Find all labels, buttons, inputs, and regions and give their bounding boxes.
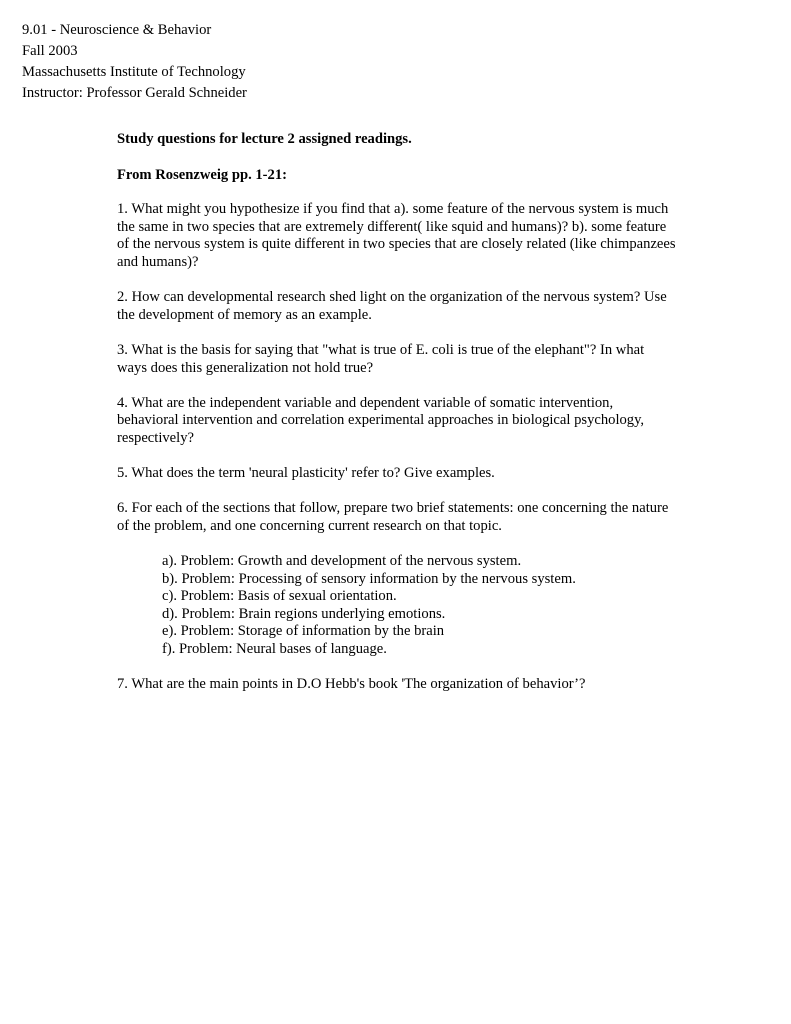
instructor-name: Instructor: Professor Gerald Schneider [22,85,247,101]
document-title: Study questions for lecture 2 assigned readings. [117,131,412,147]
course-header [22,20,247,104]
problem-list [162,553,677,659]
study-questions-body [117,131,677,711]
problem-item-c: c). Problem: Basis of sexual orientation. [162,588,397,605]
question-5: 5. What does the term 'neural plasticity' refer to? Give examples. [117,465,495,482]
question-3: 3. What is the basis for saying that "what is true of E. coli is true of the elephant"? In what ways does this generalization not hold true? [117,341,645,376]
question-7: 7. What are the main points in D.O Hebb's book 'The organization of behavior’? [117,676,586,693]
problem-item-a: a). Problem: Growth and development of the nervous system. [162,553,522,570]
problem-item-f: f). Problem: Neural bases of language. [162,641,387,658]
question-4: 4. What are the independent variable and dependent variable of somatic intervention, behavioral intervention and correlation experimental approaches in biological psychology, respectively? [117,394,645,446]
question-6: 6. For each of the sections that follow, prepare two brief statements: one concerning the nature of the problem, and one concerning current research on that topic. [117,500,669,534]
problem-item-d: d). Problem: Brain regions underlying emotions. [162,605,446,622]
reading-reference: From Rosenzweig pp. 1-21: [117,166,287,183]
question-1: 1. What might you hypothesize if you find that a). some feature of the nervous system is much the same in two species that are extremely different( like squid and humans)? b). some feature of the nervous system is quite different in two species that are closely related (like chimpanzees and humans)? [117,201,676,270]
course-term: Fall 2003 [22,43,78,59]
problem-item-e: e). Problem: Storage of information by the brain [162,623,445,640]
question-2: 2. How can developmental research shed light on the organization of the nervous system? Use the development of memory as an example. [117,289,667,323]
institution-name: Massachusetts Institute of Technology [22,64,246,80]
problem-item-b: b). Problem: Processing of sensory information by the nervous system. [162,570,576,587]
course-title: 9.01 - Neuroscience & Behavior [22,22,212,38]
